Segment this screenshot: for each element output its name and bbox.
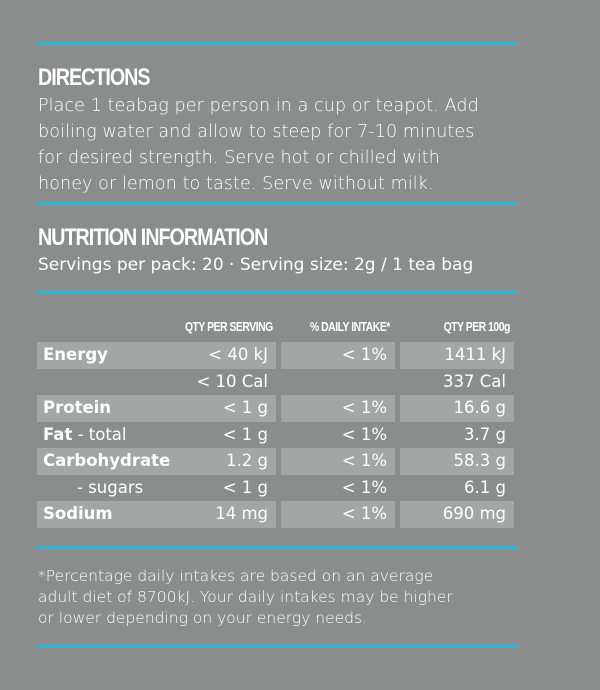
nutrient-name: Carbohydrate (43, 451, 171, 470)
directions-line: boiling water and allow to steep for 7-10 minutes (38, 122, 475, 142)
qty-per-100g: 3.7 g (464, 424, 506, 444)
qty-per-100g: 6.1 g (464, 477, 506, 497)
footnote-line: *Percentage daily intakes are based on an average (38, 567, 434, 585)
daily-intake: < 1% (281, 501, 395, 528)
nutrient-name-suffix: - sugars (77, 477, 144, 497)
qty-per-serving: < 10 Cal (196, 371, 268, 391)
directions-heading: DIRECTIONS (38, 64, 150, 91)
nutrient-name: Protein (43, 398, 112, 417)
qty-per-100g: 337 Cal (443, 371, 506, 391)
qty-per-serving: < 1 g (222, 424, 268, 444)
nutrient-name: Sodium (43, 504, 113, 523)
nutrition-row (37, 369, 514, 396)
nutrition-row (37, 475, 514, 502)
directions-text (38, 93, 528, 197)
column-header-daily-intake: % DAILY INTAKE* (310, 319, 390, 334)
nutrient-name: Fat (43, 424, 73, 444)
bottom-divider (37, 645, 518, 648)
nutrient-name-cell (37, 501, 276, 528)
nutrition-row (37, 422, 514, 449)
servings-info: Servings per pack: 20 · Serving size: 2g / 1 tea bag (38, 255, 474, 275)
directions-line: for desired strength. Serve hot or chilled with (38, 148, 440, 168)
daily-intake: < 1% (341, 477, 387, 497)
column-header-per-serving: QTY PER SERVING (185, 319, 273, 334)
nutrient-name-cell (37, 342, 276, 369)
daily-intake: < 1% (341, 424, 387, 444)
footnote-line: or lower depending on your energy needs. (38, 609, 368, 627)
directions-line: honey or lemon to taste. Serve without milk. (38, 174, 434, 194)
qty-per-100g: 16.6 g (400, 395, 514, 422)
nutrient-name-cell (37, 448, 276, 475)
nutrition-table (32, 342, 519, 528)
nutrient-name-cell (37, 475, 276, 502)
nutrition-row (37, 448, 514, 475)
qty-per-serving: 1.2 g (226, 451, 268, 470)
daily-intake: < 1% (281, 342, 395, 369)
daily-intake: < 1% (281, 448, 395, 475)
daily-intake (281, 369, 395, 396)
nutrient-name-suffix: - total (72, 424, 127, 444)
table-divider (37, 546, 518, 549)
qty-per-serving: 14 mg (215, 504, 268, 523)
nutrition-heading: NUTRITION INFORMATION (38, 224, 268, 251)
qty-per-serving: < 40 kJ (208, 345, 268, 364)
nutrition-row (37, 342, 514, 369)
qty-per-serving: < 1 g (222, 398, 268, 417)
footnote-line: adult diet of 8700kJ. Your daily intakes may be higher (38, 588, 453, 606)
nutrition-divider (37, 291, 518, 294)
footnote (38, 566, 528, 629)
daily-intake: < 1% (281, 395, 395, 422)
nutrition-row (37, 501, 514, 528)
nutrition-row (37, 395, 514, 422)
qty-per-100g: 1411 kJ (400, 342, 514, 369)
nutrient-name-cell (37, 395, 276, 422)
column-header-per-100g: QTY PER 100g (443, 319, 510, 334)
qty-per-100g: 58.3 g (400, 448, 514, 475)
directions-divider (37, 202, 518, 205)
top-divider (37, 42, 518, 45)
directions-line: Place 1 teabag per person in a cup or teapot. Add (38, 96, 479, 116)
nutrient-name-cell (37, 422, 276, 449)
nutrient-name: Energy (43, 345, 108, 364)
nutrient-name-cell (37, 369, 276, 396)
qty-per-serving: < 1 g (222, 477, 268, 497)
qty-per-100g: 690 mg (400, 501, 514, 528)
